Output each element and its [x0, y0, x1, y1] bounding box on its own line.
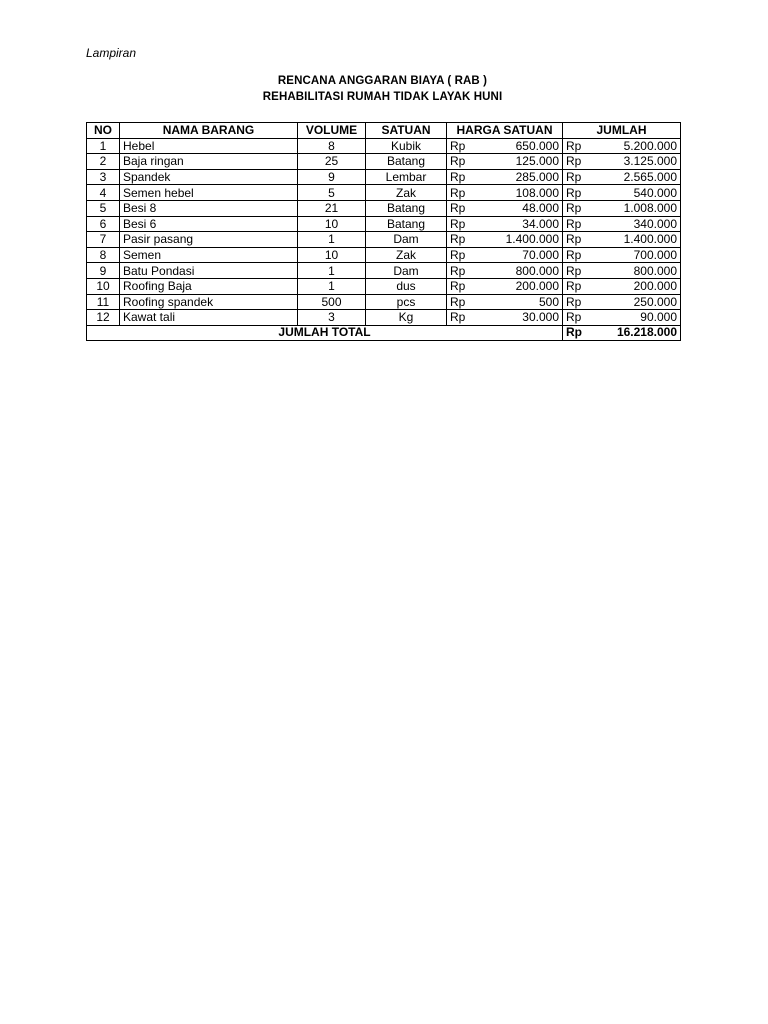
cell-jumlah-currency: Rp	[563, 216, 591, 232]
header-nama-barang: NAMA BARANG	[120, 123, 298, 139]
cell-no: 10	[87, 278, 120, 294]
cell-jumlah-currency: Rp	[563, 263, 591, 279]
header-jumlah: JUMLAH	[563, 123, 681, 139]
header-harga-satuan: HARGA SATUAN	[447, 123, 563, 139]
cell-jumlah: 2.565.000	[591, 169, 681, 185]
cell-jumlah-currency: Rp	[563, 278, 591, 294]
table-body	[87, 138, 681, 325]
cell-satuan: Batang	[366, 154, 447, 170]
cell-nama-barang: Hebel	[120, 138, 298, 154]
cell-harga-satuan: 285.000	[477, 169, 563, 185]
cell-no: 11	[87, 294, 120, 310]
cell-harga-currency: Rp	[447, 154, 477, 170]
cell-jumlah: 700.000	[591, 247, 681, 263]
cell-harga-satuan: 30.000	[477, 310, 563, 326]
cell-no: 12	[87, 310, 120, 326]
table-row	[87, 278, 681, 294]
cell-no: 1	[87, 138, 120, 154]
cell-jumlah-currency: Rp	[563, 169, 591, 185]
cell-harga-satuan: 1.400.000	[477, 232, 563, 248]
cell-jumlah: 1.400.000	[591, 232, 681, 248]
cell-satuan: Dam	[366, 263, 447, 279]
cell-nama-barang: Batu Pondasi	[120, 263, 298, 279]
cell-satuan: Zak	[366, 247, 447, 263]
cell-no: 3	[87, 169, 120, 185]
cell-jumlah-currency: Rp	[563, 154, 591, 170]
cell-satuan: pcs	[366, 294, 447, 310]
table-row	[87, 247, 681, 263]
cell-jumlah: 340.000	[591, 216, 681, 232]
table-row	[87, 200, 681, 216]
cell-harga-satuan: 500	[477, 294, 563, 310]
cell-jumlah-currency: Rp	[563, 310, 591, 326]
cell-harga-satuan: 70.000	[477, 247, 563, 263]
table-row	[87, 154, 681, 170]
cell-volume: 21	[298, 200, 366, 216]
cell-volume: 10	[298, 216, 366, 232]
total-currency: Rp	[563, 325, 591, 340]
table-row	[87, 185, 681, 201]
table-row	[87, 216, 681, 232]
total-row	[87, 325, 681, 340]
rab-table	[86, 122, 681, 341]
cell-no: 7	[87, 232, 120, 248]
table-row	[87, 310, 681, 326]
cell-nama-barang: Spandek	[120, 169, 298, 185]
cell-nama-barang: Semen hebel	[120, 185, 298, 201]
cell-nama-barang: Semen	[120, 247, 298, 263]
cell-satuan: Batang	[366, 200, 447, 216]
total-label: JUMLAH TOTAL	[87, 325, 563, 340]
cell-jumlah: 90.000	[591, 310, 681, 326]
cell-nama-barang: Roofing Baja	[120, 278, 298, 294]
cell-satuan: Kg	[366, 310, 447, 326]
cell-jumlah: 250.000	[591, 294, 681, 310]
cell-jumlah: 3.125.000	[591, 154, 681, 170]
cell-harga-currency: Rp	[447, 247, 477, 263]
cell-harga-currency: Rp	[447, 294, 477, 310]
table-row	[87, 263, 681, 279]
cell-harga-satuan: 48.000	[477, 200, 563, 216]
cell-volume: 10	[298, 247, 366, 263]
header-volume: VOLUME	[298, 123, 366, 139]
cell-jumlah-currency: Rp	[563, 138, 591, 154]
cell-volume: 1	[298, 263, 366, 279]
cell-jumlah-currency: Rp	[563, 185, 591, 201]
cell-satuan: Kubik	[366, 138, 447, 154]
cell-jumlah: 5.200.000	[591, 138, 681, 154]
table-row	[87, 232, 681, 248]
cell-jumlah: 200.000	[591, 278, 681, 294]
cell-harga-currency: Rp	[447, 169, 477, 185]
cell-nama-barang: Pasir pasang	[120, 232, 298, 248]
cell-volume: 1	[298, 232, 366, 248]
cell-harga-satuan: 650.000	[477, 138, 563, 154]
cell-volume: 1	[298, 278, 366, 294]
cell-harga-currency: Rp	[447, 216, 477, 232]
cell-harga-currency: Rp	[447, 232, 477, 248]
cell-harga-satuan: 108.000	[477, 185, 563, 201]
cell-satuan: Zak	[366, 185, 447, 201]
cell-no: 8	[87, 247, 120, 263]
table-row	[87, 294, 681, 310]
cell-nama-barang: Roofing spandek	[120, 294, 298, 310]
cell-jumlah: 1.008.000	[591, 200, 681, 216]
cell-harga-currency: Rp	[447, 310, 477, 326]
cell-nama-barang: Besi 6	[120, 216, 298, 232]
lampiran-label: Lampiran	[86, 46, 137, 60]
cell-jumlah: 540.000	[591, 185, 681, 201]
cell-harga-currency: Rp	[447, 138, 477, 154]
cell-harga-currency: Rp	[447, 278, 477, 294]
cell-satuan: Dam	[366, 232, 447, 248]
header-no: NO	[87, 123, 120, 139]
cell-jumlah-currency: Rp	[563, 294, 591, 310]
cell-volume: 500	[298, 294, 366, 310]
table-row	[87, 138, 681, 154]
cell-harga-satuan: 34.000	[477, 216, 563, 232]
cell-nama-barang: Baja ringan	[120, 154, 298, 170]
cell-nama-barang: Besi 8	[120, 200, 298, 216]
cell-harga-satuan: 125.000	[477, 154, 563, 170]
cell-jumlah: 800.000	[591, 263, 681, 279]
cell-volume: 3	[298, 310, 366, 326]
cell-nama-barang: Kawat tali	[120, 310, 298, 326]
cell-harga-currency: Rp	[447, 200, 477, 216]
cell-volume: 9	[298, 169, 366, 185]
cell-no: 6	[87, 216, 120, 232]
cell-no: 5	[87, 200, 120, 216]
document-title: RENCANA ANGGARAN BIAYA ( RAB )	[277, 75, 488, 87]
cell-no: 2	[87, 154, 120, 170]
cell-satuan: dus	[366, 278, 447, 294]
cell-volume: 25	[298, 154, 366, 170]
cell-jumlah-currency: Rp	[563, 247, 591, 263]
cell-volume: 8	[298, 138, 366, 154]
cell-harga-currency: Rp	[447, 263, 477, 279]
cell-volume: 5	[298, 185, 366, 201]
cell-jumlah-currency: Rp	[563, 232, 591, 248]
cell-satuan: Batang	[366, 216, 447, 232]
cell-harga-currency: Rp	[447, 185, 477, 201]
cell-jumlah-currency: Rp	[563, 200, 591, 216]
header-satuan: SATUAN	[366, 123, 447, 139]
document-subtitle: REHABILITASI RUMAH TIDAK LAYAK HUNI	[262, 91, 503, 103]
total-value: 16.218.000	[591, 325, 681, 340]
cell-no: 9	[87, 263, 120, 279]
cell-harga-satuan: 800.000	[477, 263, 563, 279]
table-row	[87, 169, 681, 185]
cell-no: 4	[87, 185, 120, 201]
cell-harga-satuan: 200.000	[477, 278, 563, 294]
table-header-row	[87, 123, 681, 139]
cell-satuan: Lembar	[366, 169, 447, 185]
